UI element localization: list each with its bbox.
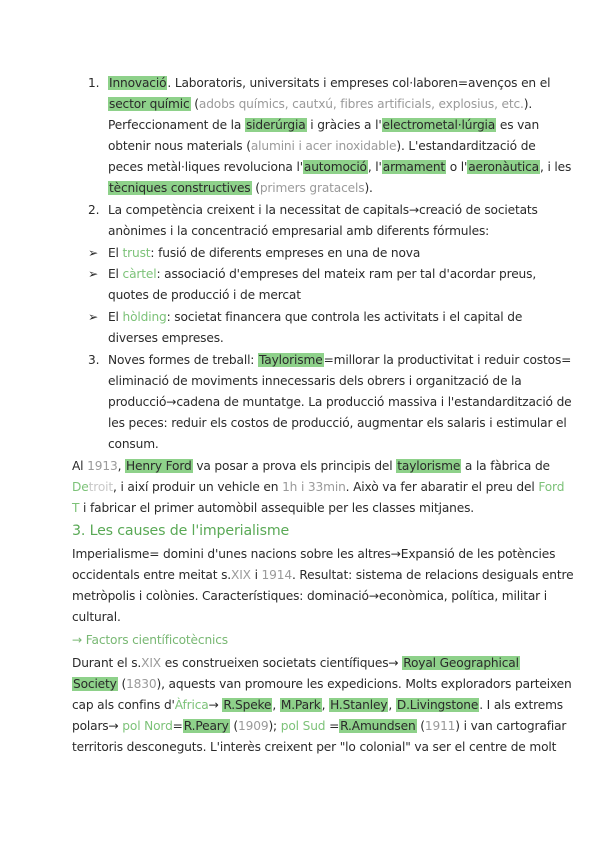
ford-line-3: T i fabricar el primer automòbil assequible per les classes mitjanes. — [72, 501, 475, 515]
bullet-trust: El trust: fusió de diferents empreses en una de nova — [108, 246, 421, 260]
list2-line-1: La competència creixent i la necessitat de capitals→creació de societats — [108, 203, 538, 217]
list1-line-3: Perfeccionament de la siderúrgia i gràcies a l'electrometal·lúrgia es van — [108, 118, 540, 132]
durant-line-5: territoris desconeguts. L'interès creixent per "lo colonial" va ser el centre de molt — [72, 740, 557, 754]
highlight-electrometallurgia: electrometal·lúrgia — [382, 118, 496, 132]
list-number-2: 2. — [88, 203, 100, 217]
imperialisme-line-3: metròpolis i colònies. Característiques: dominació→econòmica, política, militar i — [72, 589, 547, 603]
highlight-taylorisme: Taylorisme — [258, 353, 323, 367]
highlight-society: Society — [73, 677, 117, 691]
durant-line-2: Society (1830), aquests van promoure les expedicions. Molts exploradors parteixen — [73, 677, 572, 691]
highlight-peary: R.Peary — [183, 719, 229, 733]
imperialisme-line-2: occidentals entre meitat s.XIX i 1914. Resultat: sistema de relacions desiguals entre — [72, 568, 574, 582]
imperialisme-line-1: Imperialisme= domini d'unes nacions sobre les altres→Expansió de les potències — [72, 547, 556, 561]
highlight-henry-ford: Henry Ford — [126, 459, 192, 473]
list3-line-5: consum. — [108, 437, 159, 451]
highlight-royal-geographical: Royal Geographical — [403, 656, 519, 670]
section-heading-imperialisme: 3. Les causes de l'imperialisme — [72, 523, 290, 539]
highlight-taylorisme-2: taylorisme — [397, 459, 461, 473]
durant-line-4: polars→ pol Nord=R.Peary (1909); pol Sud =R.Amundsen (1911) i van cartografiar — [72, 719, 567, 733]
highlight-tecniques: tècniques constructives — [109, 181, 251, 195]
highlight-aeronautica: aeronàutica — [468, 160, 540, 174]
list1-line-4: obtenir nous materials (alumini i acer inoxidable). L'estandardització de — [108, 139, 536, 153]
subheading-factors: → Factors científicotècnics — [72, 633, 229, 647]
list3-line-4: les peces: reduir els costos de producció, augmentar els salaris i estimular el — [108, 416, 567, 430]
highlight-armament: armament — [382, 160, 446, 174]
ford-line-2: Detroit, i així produir un vehicle en 1h i 33min. Això va fer abaratir el preu del Ford — [72, 480, 565, 494]
highlight-amundsen: R.Amundsen — [340, 719, 416, 733]
highlight-livingstone: D.Livingstone — [396, 698, 479, 712]
list1-line-6: tècniques constructives (primers gratacels). — [109, 181, 373, 195]
list3-line-2: eliminació de moviments innecessaris dels obrers i organització de la — [108, 374, 522, 388]
highlight-speke: R.Speke — [223, 698, 272, 712]
list-number-1: 1. — [88, 76, 100, 90]
bullet-arrow-icon: ➢ — [88, 310, 99, 324]
bullet-holding: El hòlding: societat financera que controla les activitats i el capital de — [108, 310, 523, 324]
highlight-innovacio: Innovació — [109, 76, 167, 90]
list3-line-1: Noves formes de treball: Taylorisme=millorar la productivitat i reduir costos= — [108, 353, 572, 367]
list1-line-1: Innovació. Laboratoris, universitats i empreses col·laboren=avenços en el — [109, 76, 551, 90]
highlight-sector-quimic: sector químic — [109, 97, 190, 111]
ford-line-1: Al 1913, Henry Ford va posar a prova els principis del taylorisme a la fàbrica de — [72, 459, 550, 473]
list-number-3: 3. — [88, 353, 100, 367]
durant-line-1: Durant el s.XIX es construeixen societats científiques→ Royal Geographical — [72, 656, 519, 670]
durant-line-3: cap als confins d'Àfrica→ R.Speke, M.Park, H.Stanley, D.Livingstone. I als extrems — [72, 698, 563, 712]
bullet-cartel-cont: quotes de producció i de mercat — [108, 288, 301, 302]
bullet-arrow-icon: ➢ — [88, 267, 99, 281]
bullet-arrow-icon: ➢ — [88, 246, 99, 260]
bullet-holding-cont: diverses empreses. — [108, 331, 224, 345]
bullet-cartel: El càrtel: associació d'empreses del mateix ram per tal d'acordar preus, — [108, 267, 537, 281]
highlight-park: M.Park — [280, 698, 321, 712]
list1-line-5: peces metàl·liques revoluciona l'automoció, l'armament o l'aeronàutica, i les — [108, 160, 572, 174]
imperialisme-line-4: cultural. — [72, 610, 121, 624]
list2-line-2: anònimes i la concentració empresarial amb diferents fórmules: — [108, 224, 490, 238]
highlight-siderurgia: siderúrgia — [245, 118, 306, 132]
list3-line-3: producció→cadena de muntatge. La producció massiva i l'estandardització de — [108, 395, 572, 409]
highlight-stanley: H.Stanley — [330, 698, 388, 712]
highlight-automocio: automoció — [303, 160, 367, 174]
list1-line-2: sector químic (adobs químics, cautxú, fibres artificials, explosius, etc.). — [109, 97, 533, 111]
